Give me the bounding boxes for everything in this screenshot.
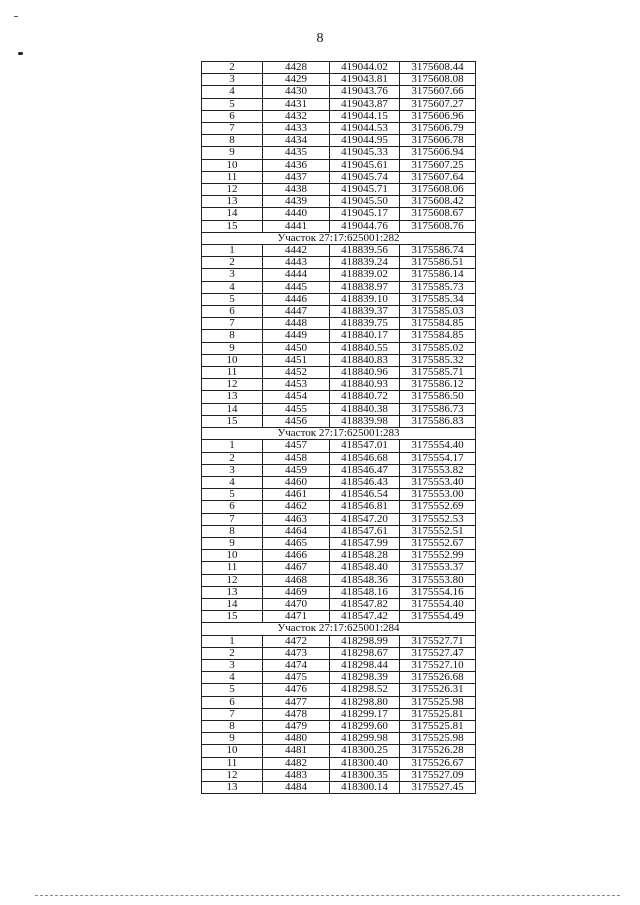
point-number: 4466 [263,550,330,562]
point-index: 12 [202,574,263,586]
coord-y: 3175526.68 [400,672,476,684]
point-number: 4441 [263,220,330,232]
point-number: 4450 [263,342,330,354]
point-number: 4457 [263,440,330,452]
coord-x: 419044.95 [330,135,400,147]
table-row [202,379,476,391]
coord-x: 418300.35 [330,769,400,781]
coord-x: 418547.61 [330,525,400,537]
table-row [202,74,476,86]
point-index: 11 [202,757,263,769]
point-number: 4453 [263,379,330,391]
point-index: 2 [202,452,263,464]
table-row [202,781,476,793]
point-number: 4479 [263,720,330,732]
table-row [202,257,476,269]
coord-x: 418839.02 [330,269,400,281]
coord-y: 3175553.82 [400,464,476,476]
point-index: 11 [202,562,263,574]
table-row [202,354,476,366]
coord-y: 3175606.94 [400,147,476,159]
coord-x: 419045.61 [330,159,400,171]
point-number: 4468 [263,574,330,586]
coord-y: 3175607.66 [400,86,476,98]
table-row [202,318,476,330]
point-number: 4474 [263,659,330,671]
coord-x: 419043.87 [330,98,400,110]
table-row [202,367,476,379]
coord-x: 419044.76 [330,220,400,232]
scan-mark [14,16,18,17]
parcel-label: Участок 27:17:625001:282 [202,232,476,244]
point-number: 4483 [263,769,330,781]
point-number: 4478 [263,708,330,720]
coord-y: 3175585.71 [400,367,476,379]
point-index: 14 [202,598,263,610]
coord-x: 419045.50 [330,196,400,208]
point-number: 4438 [263,184,330,196]
coord-x: 418547.82 [330,598,400,610]
table-row [202,342,476,354]
table-row [202,196,476,208]
coord-x: 418839.98 [330,415,400,427]
point-index: 7 [202,708,263,720]
table-row [202,391,476,403]
coord-y: 3175584.85 [400,318,476,330]
coord-x: 418839.37 [330,306,400,318]
point-number: 4471 [263,611,330,623]
coord-y: 3175553.37 [400,562,476,574]
point-index: 2 [202,257,263,269]
point-index: 4 [202,672,263,684]
point-number: 4429 [263,74,330,86]
point-number: 4456 [263,415,330,427]
point-number: 4432 [263,110,330,122]
coord-y: 3175586.74 [400,245,476,257]
coord-x: 418546.47 [330,464,400,476]
point-index: 6 [202,501,263,513]
point-index: 14 [202,403,263,415]
coord-y: 3175526.28 [400,745,476,757]
point-index: 8 [202,525,263,537]
table-row [202,708,476,720]
coord-x: 418840.96 [330,367,400,379]
point-number: 4428 [263,62,330,74]
coord-x: 418546.54 [330,489,400,501]
table-row [202,452,476,464]
parcel-label: Участок 27:17:625001:283 [202,428,476,440]
coord-x: 418547.42 [330,611,400,623]
coord-x: 418298.52 [330,684,400,696]
point-number: 4472 [263,635,330,647]
parcel-header-row [202,428,476,440]
table-row [202,672,476,684]
coord-y: 3175608.08 [400,74,476,86]
coord-x: 418840.83 [330,354,400,366]
coord-x: 418840.55 [330,342,400,354]
point-number: 4458 [263,452,330,464]
coord-x: 418298.99 [330,635,400,647]
coord-y: 3175586.12 [400,379,476,391]
table-row [202,537,476,549]
point-index: 1 [202,635,263,647]
coord-y: 3175608.06 [400,184,476,196]
point-number: 4469 [263,586,330,598]
coord-x: 418546.81 [330,501,400,513]
table-row [202,245,476,257]
table-row [202,659,476,671]
point-index: 15 [202,415,263,427]
point-number: 4459 [263,464,330,476]
point-index: 15 [202,611,263,623]
coord-y: 3175552.99 [400,550,476,562]
point-number: 4470 [263,598,330,610]
table-row [202,135,476,147]
point-number: 4455 [263,403,330,415]
coord-x: 418547.99 [330,537,400,549]
table-row [202,684,476,696]
table-row [202,550,476,562]
coord-x: 418840.17 [330,330,400,342]
point-number: 4444 [263,269,330,281]
coord-y: 3175586.51 [400,257,476,269]
point-index: 11 [202,367,263,379]
table-row [202,159,476,171]
point-number: 4476 [263,684,330,696]
point-number: 4481 [263,745,330,757]
point-index: 10 [202,354,263,366]
point-index: 3 [202,74,263,86]
point-number: 4442 [263,245,330,257]
coordinates-table [201,61,476,794]
coord-y: 3175585.32 [400,354,476,366]
coord-y: 3175554.40 [400,598,476,610]
table-row [202,562,476,574]
point-index: 13 [202,391,263,403]
coord-y: 3175585.03 [400,306,476,318]
coord-x: 418839.75 [330,318,400,330]
coord-y: 3175585.02 [400,342,476,354]
point-index: 15 [202,220,263,232]
coord-y: 3175527.47 [400,647,476,659]
coord-x: 418300.14 [330,781,400,793]
point-index: 1 [202,245,263,257]
coord-x: 418546.68 [330,452,400,464]
coord-x: 418547.20 [330,513,400,525]
point-number: 4430 [263,86,330,98]
point-index: 6 [202,696,263,708]
table-row [202,269,476,281]
point-number: 4449 [263,330,330,342]
coord-y: 3175586.83 [400,415,476,427]
table-row [202,220,476,232]
table-row [202,184,476,196]
point-number: 4480 [263,733,330,745]
point-number: 4465 [263,537,330,549]
table-row [202,86,476,98]
point-index: 13 [202,196,263,208]
point-index: 10 [202,550,263,562]
point-index: 7 [202,123,263,135]
point-number: 4440 [263,208,330,220]
coord-y: 3175607.27 [400,98,476,110]
table-row [202,415,476,427]
coord-x: 419045.71 [330,184,400,196]
coord-x: 418299.60 [330,720,400,732]
coord-x: 419044.53 [330,123,400,135]
coord-y: 3175606.96 [400,110,476,122]
table-row [202,147,476,159]
parcel-header-row [202,623,476,635]
point-index: 12 [202,184,263,196]
point-number: 4467 [263,562,330,574]
table-row [202,123,476,135]
table-row [202,720,476,732]
point-index: 4 [202,281,263,293]
table-row [202,440,476,452]
point-number: 4452 [263,367,330,379]
table-row [202,306,476,318]
coord-y: 3175552.67 [400,537,476,549]
table-row [202,757,476,769]
coord-x: 419045.33 [330,147,400,159]
point-index: 5 [202,684,263,696]
coord-x: 418298.39 [330,672,400,684]
coord-x: 418839.24 [330,257,400,269]
point-number: 4463 [263,513,330,525]
coord-y: 3175585.73 [400,281,476,293]
point-index: 9 [202,733,263,745]
table-row [202,403,476,415]
coord-x: 418548.16 [330,586,400,598]
table-row [202,281,476,293]
coord-x: 418548.40 [330,562,400,574]
coord-y: 3175606.79 [400,123,476,135]
point-index: 13 [202,586,263,598]
table-row [202,513,476,525]
point-number: 4436 [263,159,330,171]
point-index: 4 [202,476,263,488]
point-number: 4454 [263,391,330,403]
point-index: 10 [202,745,263,757]
table-row [202,501,476,513]
table-row [202,330,476,342]
coord-x: 418298.67 [330,647,400,659]
table-row [202,293,476,305]
coord-x: 418840.72 [330,391,400,403]
point-index: 9 [202,537,263,549]
point-number: 4482 [263,757,330,769]
point-index: 8 [202,720,263,732]
point-index: 3 [202,659,263,671]
table-row [202,489,476,501]
coord-x: 418298.80 [330,696,400,708]
coord-y: 3175585.34 [400,293,476,305]
point-index: 7 [202,513,263,525]
coord-x: 418300.25 [330,745,400,757]
coord-x: 419044.15 [330,110,400,122]
coord-y: 3175527.45 [400,781,476,793]
coord-x: 418546.43 [330,476,400,488]
coord-y: 3175553.00 [400,489,476,501]
table-row [202,745,476,757]
point-index: 5 [202,489,263,501]
point-number: 4451 [263,354,330,366]
table-row [202,110,476,122]
point-index: 8 [202,330,263,342]
coord-y: 3175586.14 [400,269,476,281]
bottom-scan-line [35,895,620,896]
coord-y: 3175527.71 [400,635,476,647]
point-index: 6 [202,306,263,318]
table-row [202,476,476,488]
coord-x: 418840.38 [330,403,400,415]
coord-y: 3175607.64 [400,171,476,183]
coord-x: 418840.93 [330,379,400,391]
coord-y: 3175527.10 [400,659,476,671]
coord-x: 418838.97 [330,281,400,293]
coord-x: 418300.40 [330,757,400,769]
table-row [202,525,476,537]
point-index: 2 [202,62,263,74]
point-number: 4460 [263,476,330,488]
coord-y: 3175608.76 [400,220,476,232]
coord-x: 418839.56 [330,245,400,257]
point-index: 2 [202,647,263,659]
coord-y: 3175525.81 [400,720,476,732]
table-row [202,574,476,586]
coord-y: 3175553.40 [400,476,476,488]
coord-y: 3175552.53 [400,513,476,525]
coord-x: 418548.28 [330,550,400,562]
point-number: 4446 [263,293,330,305]
coord-x: 419045.17 [330,208,400,220]
point-index: 14 [202,208,263,220]
point-number: 4439 [263,196,330,208]
table-row [202,696,476,708]
point-number: 4448 [263,318,330,330]
point-number: 4461 [263,489,330,501]
table-row [202,647,476,659]
coord-y: 3175586.50 [400,391,476,403]
point-number: 4447 [263,306,330,318]
table-row [202,769,476,781]
coord-x: 418548.36 [330,574,400,586]
coord-x: 419044.02 [330,62,400,74]
coord-y: 3175584.85 [400,330,476,342]
table-row [202,635,476,647]
scan-speck [18,52,23,55]
coord-y: 3175608.67 [400,208,476,220]
coord-y: 3175554.17 [400,452,476,464]
point-index: 6 [202,110,263,122]
coord-x: 419043.81 [330,74,400,86]
coord-y: 3175527.09 [400,769,476,781]
parcel-label: Участок 27:17:625001:284 [202,623,476,635]
coord-y: 3175554.16 [400,586,476,598]
coord-y: 3175586.73 [400,403,476,415]
coord-y: 3175607.25 [400,159,476,171]
coord-y: 3175554.49 [400,611,476,623]
point-number: 4477 [263,696,330,708]
point-index: 4 [202,86,263,98]
coord-y: 3175525.98 [400,696,476,708]
coord-x: 418547.01 [330,440,400,452]
table-row [202,598,476,610]
point-number: 4443 [263,257,330,269]
point-number: 4475 [263,672,330,684]
coord-x: 418299.17 [330,708,400,720]
point-index: 9 [202,342,263,354]
point-index: 12 [202,379,263,391]
point-index: 13 [202,781,263,793]
point-index: 1 [202,440,263,452]
point-number: 4435 [263,147,330,159]
coord-y: 3175608.44 [400,62,476,74]
coord-y: 3175554.40 [400,440,476,452]
parcel-header-row [202,232,476,244]
page-number: 8 [316,31,324,46]
table-row [202,586,476,598]
table-row [202,171,476,183]
point-number: 4433 [263,123,330,135]
point-index: 3 [202,464,263,476]
point-number: 4445 [263,281,330,293]
coord-y: 3175552.69 [400,501,476,513]
point-index: 8 [202,135,263,147]
point-number: 4431 [263,98,330,110]
coordinates-table-body [202,62,476,794]
coord-y: 3175526.31 [400,684,476,696]
point-index: 5 [202,293,263,305]
coord-y: 3175608.42 [400,196,476,208]
point-index: 9 [202,147,263,159]
point-number: 4464 [263,525,330,537]
point-index: 3 [202,269,263,281]
point-number: 4437 [263,171,330,183]
point-number: 4473 [263,647,330,659]
coord-y: 3175526.67 [400,757,476,769]
coord-y: 3175552.51 [400,525,476,537]
point-number: 4462 [263,501,330,513]
point-index: 11 [202,171,263,183]
coord-x: 419043.76 [330,86,400,98]
coord-x: 418298.44 [330,659,400,671]
point-index: 7 [202,318,263,330]
point-number: 4484 [263,781,330,793]
point-index: 12 [202,769,263,781]
table-row [202,98,476,110]
coord-x: 418299.98 [330,733,400,745]
coord-x: 418839.10 [330,293,400,305]
coord-y: 3175525.81 [400,708,476,720]
point-number: 4434 [263,135,330,147]
coord-y: 3175553.80 [400,574,476,586]
table-row [202,733,476,745]
table-row [202,208,476,220]
table-row [202,464,476,476]
point-index: 5 [202,98,263,110]
point-index: 10 [202,159,263,171]
coord-x: 419045.74 [330,171,400,183]
coord-y: 3175606.78 [400,135,476,147]
table-row [202,611,476,623]
table-row [202,62,476,74]
coord-y: 3175525.98 [400,733,476,745]
